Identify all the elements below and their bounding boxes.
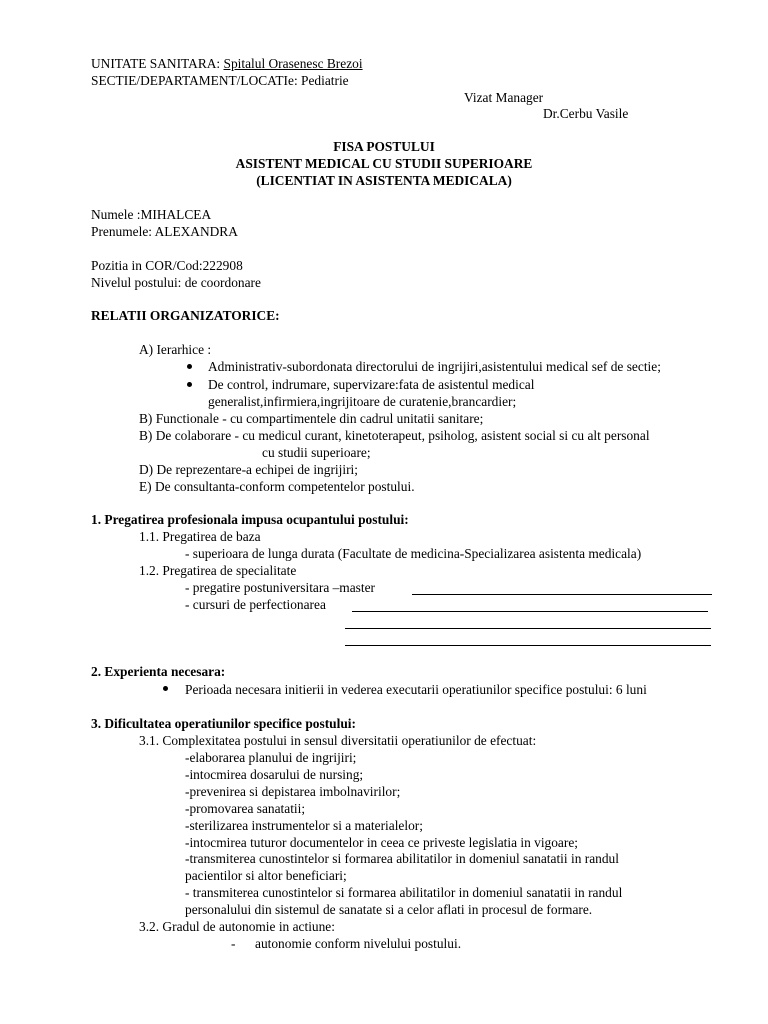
courses-item: - cursuri de perfectionarea: [185, 597, 326, 612]
complexity-item: - transmiterea cunostintelor si formarea abilitatilor in domeniul sanatatii in randul: [185, 885, 623, 900]
unit-value: Spitalul Orasenesc Brezoi: [223, 56, 363, 71]
section-1-heading: 1. Pregatirea profesionala impusa ocupantului postului:: [91, 512, 409, 527]
relations-control: De control, indrumare, supervizare:fata de asistentul medical: [208, 377, 535, 392]
approval-label: Vizat Manager: [464, 90, 544, 105]
relations-consultancy: E) De consultanta-conform competentelor postului.: [139, 479, 415, 494]
relations-hierarchical: A) Ierarhice :: [139, 342, 212, 357]
complexity-item: -transmiterea cunostintelor si formarea abilitatilor in domeniul sanatatii in randul: [185, 851, 619, 866]
complexity-item: pacientilor si altor beneficiari;: [185, 868, 347, 883]
postgraduate-item: - pregatire postuniversitara –master: [185, 580, 375, 595]
complexity-item: -prevenirea si depistarea imbolnavirilor;: [185, 784, 401, 799]
fill-line: [352, 611, 708, 612]
unit-line: [91, 56, 363, 72]
fill-line: [345, 645, 711, 646]
bullet-icon: [187, 364, 192, 369]
document-title: FISA POSTULUI: [333, 139, 435, 154]
section-3-heading: 3. Dificultatea operatiunilor specifice postului:: [91, 716, 356, 731]
basic-training: 1.1. Pregatirea de baza: [139, 529, 261, 544]
specialty-training: 1.2. Pregatirea de specialitate: [139, 563, 297, 578]
complexity-item: -sterilizarea instrumentelor si a materialelor;: [185, 818, 423, 833]
relations-collaboration: B) De colaborare - cu medicul curant, kinetoterapeut, psiholog, asistent social si cu alt personal: [139, 428, 650, 443]
section-value: Pediatrie: [301, 73, 349, 88]
bullet-icon: [163, 686, 168, 691]
complexity-item: -elaborarea planului de ingrijiri;: [185, 750, 357, 765]
relations-control-cont: generalist,infirmiera,ingrijitoare de curatenie,brancardier;: [208, 394, 517, 409]
complexity-heading: 3.1. Complexitatea postului in sensul diversitatii operatiunilor de efectuat:: [139, 733, 537, 748]
first-name: Prenumele: ALEXANDRA: [91, 224, 238, 239]
complexity-item: -promovarea sanatatii;: [185, 801, 306, 816]
document-subtitle: ASISTENT MEDICAL CU STUDII SUPERIOARE: [235, 156, 533, 171]
bullet-icon: [187, 382, 192, 387]
relations-functional: B) Functionale - cu compartimentele din cadrul unitatii sanitare;: [139, 411, 484, 426]
relations-admin: Administrativ-subordonata directorului de ingrijiri,asistentului medical sef de sectie;: [208, 359, 661, 374]
manager-name: Dr.Cerbu Vasile: [543, 106, 629, 121]
complexity-item: personalului din sistemul de sanatate si a celor aflati in procesul de formare.: [185, 902, 593, 917]
last-name: Numele :MIHALCEA: [91, 207, 212, 222]
fill-line: [412, 594, 712, 595]
relations-representation: D) De reprezentare-a echipei de ingrijiri;: [139, 462, 358, 477]
cor-code: Pozitia in COR/Cod:222908: [91, 258, 243, 273]
relations-collaboration-cont: cu studii superioare;: [262, 445, 371, 460]
section-2-heading: 2. Experienta necesara:: [91, 664, 226, 679]
position-level: Nivelul postului: de coordonare: [91, 275, 261, 290]
document-subtitle-2: (LICENTIAT IN ASISTENTA MEDICALA): [256, 173, 512, 188]
autonomy-dash: -: [231, 936, 236, 951]
section-line: [91, 73, 349, 89]
experience-item: Perioada necesara initierii in vederea executarii operatiunilor specifice postului: 6 luni: [185, 682, 647, 697]
section-label: SECTIE/DEPARTAMENT/LOCATIe:: [91, 73, 302, 88]
autonomy-heading: 3.2. Gradul de autonomie in actiune:: [139, 919, 335, 934]
autonomy-item: autonomie conform nivelului postului.: [255, 936, 462, 951]
relations-heading: RELATII ORGANIZATORICE:: [91, 308, 280, 323]
complexity-item: -intocmirea tuturor documentelor in ceea ce priveste legislatia in vigoare;: [185, 835, 579, 850]
unit-label: UNITATE SANITARA:: [91, 56, 224, 71]
complexity-item: -intocmirea dosarului de nursing;: [185, 767, 364, 782]
basic-training-detail: - superioara de lunga durata (Facultate de medicina-Specializarea asistenta medicala): [185, 546, 642, 561]
fill-line: [345, 628, 711, 629]
